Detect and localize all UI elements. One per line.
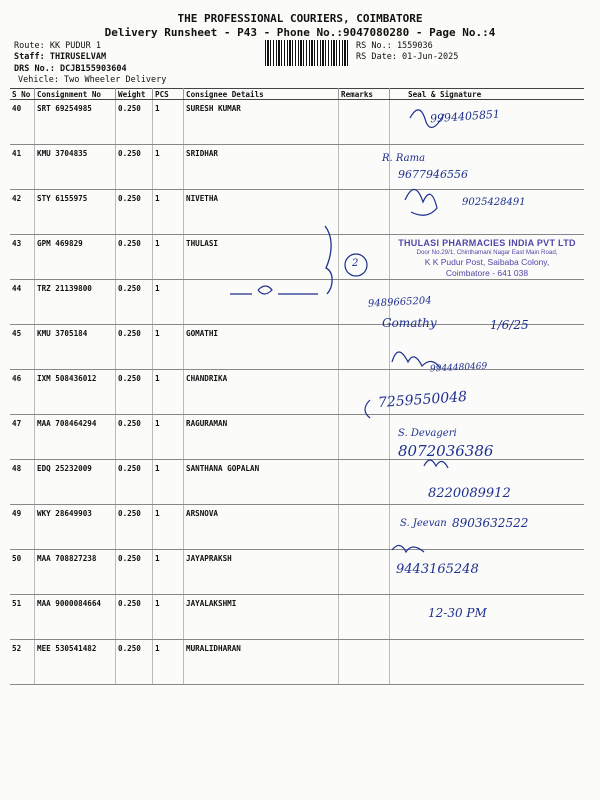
row-pcs: 1 <box>153 325 184 370</box>
row-consignee: JAYAPRAKSH <box>184 550 339 595</box>
hw-name-48: S. Devageri <box>398 428 457 439</box>
row-consignee: MURALIDHARAN <box>184 640 339 685</box>
row-pcs: 1 <box>153 460 184 505</box>
row-consignee: JAYALAKSHMI <box>184 595 339 640</box>
row-sno: 45 <box>10 325 35 370</box>
row-consignment: MAA 708464294 <box>35 415 116 460</box>
row-pcs: 1 <box>153 100 184 145</box>
row-sno: 43 <box>10 235 35 280</box>
hw-phone-50: 8903632522 <box>452 516 529 530</box>
hw-phone-47: 7259550048 <box>377 388 468 412</box>
row-sno: 42 <box>10 190 35 235</box>
hw-circle-43: 2 <box>352 258 359 269</box>
signature-42 <box>405 189 437 215</box>
bracket-mark <box>325 226 332 294</box>
row-pcs: 1 <box>153 280 184 325</box>
row-sno: 52 <box>10 640 35 685</box>
row-consignment: IXM 508436012 <box>35 370 116 415</box>
row-weight: 0.250 <box>116 595 153 640</box>
hw-date-45: 1/6/25 <box>490 318 529 332</box>
row-pcs: 1 <box>153 505 184 550</box>
col-pcs: PCS <box>153 89 184 100</box>
signature-49 <box>424 460 448 468</box>
hw-phone-40: 9994405851 <box>429 107 501 126</box>
row-weight: 0.250 <box>116 505 153 550</box>
row-consignee: ARSNOVA <box>184 505 339 550</box>
row-weight: 0.250 <box>116 280 153 325</box>
row-weight: 0.250 <box>116 370 153 415</box>
rs-number: RS No.: 1559036 <box>356 41 433 51</box>
row-consignee: THULASI <box>184 235 339 280</box>
row-sno: 40 <box>10 100 35 145</box>
route-label: Route: KK PUDUR 1 <box>14 41 101 51</box>
row-consignment: EDQ 25232009 <box>35 460 116 505</box>
signature-47 <box>365 400 370 418</box>
row-pcs: 1 <box>153 190 184 235</box>
hw-phone-49: 8220089912 <box>428 486 511 501</box>
row-pcs: 1 <box>153 595 184 640</box>
col-signature: Seal & Signature <box>390 89 585 100</box>
row-consignment: GPM 469829 <box>35 235 116 280</box>
row-weight: 0.250 <box>116 550 153 595</box>
row-consignee: SANTHANA GOPALAN <box>184 460 339 505</box>
hw-name-45: Gomathy <box>382 316 437 330</box>
hw-phone-41: 9677946556 <box>398 168 468 181</box>
row-sno: 50 <box>10 550 35 595</box>
drs-number: DRS No.: DCJB155903604 <box>14 64 127 74</box>
row-sno: 51 <box>10 595 35 640</box>
vehicle-label: Vehicle: Two Wheeler Delivery <box>18 75 167 85</box>
row-consignee: NIVETHA <box>184 190 339 235</box>
row-pcs: 1 <box>153 145 184 190</box>
row-weight: 0.250 <box>116 145 153 190</box>
row-sno: 41 <box>10 145 35 190</box>
hw-phone-48: 8072036386 <box>398 442 494 460</box>
row-consignment: KMU 3705184 <box>35 325 116 370</box>
seal-line-2: Door No.29/1, Chinthamani Nagar East Main Road, <box>416 249 558 257</box>
hw-name-50: S. Jeevan <box>400 518 447 529</box>
ditto-mark <box>230 286 318 294</box>
row-weight: 0.250 <box>116 640 153 685</box>
row-consignee: RAGURAMAN <box>184 415 339 460</box>
row-pcs: 1 <box>153 415 184 460</box>
runsheet-subtitle: Delivery Runsheet - P43 - Phone No.:9047080280 - Page No.:4 <box>104 26 496 39</box>
col-sno: S No <box>10 89 35 100</box>
company-title: THE PROFESSIONAL COURIERS, COIMBATORE <box>177 12 423 25</box>
row-sno: 48 <box>10 460 35 505</box>
seal-line-1: THULASI PHARMACIES INDIA PVT LTD <box>398 238 576 248</box>
seal-line-4: Coimbatore - 641 038 <box>445 267 529 278</box>
row-consignee: SRIDHAR <box>184 145 339 190</box>
row-weight: 0.250 <box>116 235 153 280</box>
row-consignment: SRT 69254985 <box>35 100 116 145</box>
row-consignee: SURESH KUMAR <box>184 100 339 145</box>
row-pcs: 1 <box>153 235 184 280</box>
rs-date: RS Date: 01-Jun-2025 <box>356 52 459 62</box>
col-weight: Weight <box>116 89 153 100</box>
col-remarks: Remarks <box>339 89 390 100</box>
row-pcs: 1 <box>153 550 184 595</box>
row-sno: 47 <box>10 415 35 460</box>
hw-phone-45: 9489665204 <box>367 295 432 310</box>
hw-phone-46: 9944480469 <box>429 361 488 375</box>
seal-line-3: K K Pudur Post, Saibaba Colony, <box>424 257 550 267</box>
row-consignment: KMU 3704835 <box>35 145 116 190</box>
hw-phone-51: 9443165248 <box>396 562 479 577</box>
hw-phone-42: 9025428491 <box>462 197 526 208</box>
row-pcs: 1 <box>153 640 184 685</box>
row-sno: 44 <box>10 280 35 325</box>
row-consignee: CHANDRIKA <box>184 370 339 415</box>
hw-time-52: 12-30 PM <box>428 606 487 620</box>
staff-label: Staff: THIRUSELVAM <box>14 52 107 62</box>
row-weight: 0.250 <box>116 325 153 370</box>
row-weight: 0.250 <box>116 190 153 235</box>
col-consignment: Consignment No <box>35 89 116 100</box>
row-sno: 49 <box>10 505 35 550</box>
row-pcs: 1 <box>153 370 184 415</box>
row-sno: 46 <box>10 370 35 415</box>
row-consignment: MAA 9000084664 <box>35 595 116 640</box>
row-consignment: TRZ 21139800 <box>35 280 116 325</box>
row-weight: 0.250 <box>116 415 153 460</box>
row-weight: 0.250 <box>116 460 153 505</box>
signature-51 <box>392 545 424 552</box>
row-weight: 0.250 <box>116 100 153 145</box>
col-consignee: Consignee Details <box>184 89 339 100</box>
row-consignment: MAA 708827238 <box>35 550 116 595</box>
row-consignee: GOMATHI <box>184 325 339 370</box>
hw-name-41: R. Rama <box>382 153 426 164</box>
row-consignment: STY 6155975 <box>35 190 116 235</box>
row-consignment: MEE 530541482 <box>35 640 116 685</box>
row-consignment: WKY 28649903 <box>35 505 116 550</box>
